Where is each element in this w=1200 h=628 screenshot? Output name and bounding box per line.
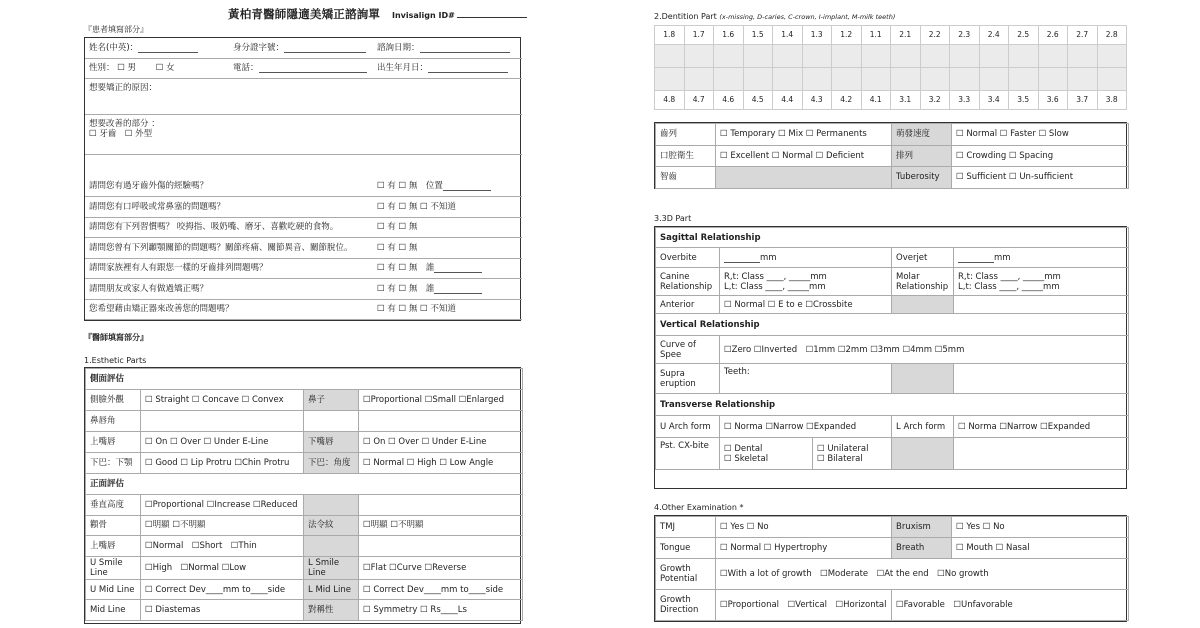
row-label: Bruxism — [892, 517, 952, 538]
row-options[interactable]: ☐ Symmetry ☐ Rs____Ls — [359, 600, 523, 621]
row-options[interactable]: ☐ Yes ☐ No — [716, 517, 892, 538]
consult-date-field[interactable]: 諮詢日期： — [373, 38, 522, 58]
table-row — [656, 145, 1129, 167]
row-options[interactable]: ☐ Temporary ☐ Mix ☐ Permanents — [716, 124, 892, 146]
row-options[interactable]: ☐ On ☐ Over ☐ Under E-Line — [141, 432, 304, 453]
lower-tooth-label[interactable]: 3.7 — [1068, 91, 1098, 110]
row-label: Breath — [892, 538, 952, 559]
growth-direction-field[interactable]: ☐Proportional ☐Vertical ☐Horizontal — [716, 590, 892, 621]
canine-field[interactable]: R,t: Class ____, _____mm L,t: Class ____, _____mm — [720, 268, 892, 296]
row-options[interactable]: ☐Proportional ☐Small ☐Enlarged — [359, 390, 523, 411]
vertical-header: Vertical Relationship — [656, 314, 1129, 336]
lower-tooth-cell[interactable] — [891, 68, 921, 91]
question-row — [85, 217, 522, 238]
row-options[interactable]: ☐明顯 ☐不明顯 — [141, 515, 304, 536]
reason-field[interactable]: 想要矯正的原因： — [85, 78, 522, 114]
upper-tooth-label[interactable]: 2.6 — [1038, 26, 1068, 45]
upper-tooth-label[interactable]: 2.2 — [920, 26, 950, 45]
upper-tooth-cell[interactable] — [1009, 45, 1039, 68]
row-options[interactable]: ☐ Correct Dev____mm to____side — [359, 579, 523, 600]
row-label — [304, 495, 359, 516]
transverse-header: Transverse Relationship — [656, 394, 1129, 416]
upper-tooth-label[interactable]: 2.3 — [950, 26, 980, 45]
question-text: 您希望藉由矯正器來改善您的問題嗎？ — [85, 299, 373, 320]
lower-tooth-cell[interactable] — [714, 68, 744, 91]
row-options[interactable]: ☐ Normal ☐ Faster ☐ Slow — [952, 124, 1129, 146]
supra-field[interactable]: Teeth: — [720, 364, 892, 394]
row-options[interactable]: ☐Flat ☐Curve ☐Reverse — [359, 556, 523, 579]
row-options[interactable] — [141, 411, 304, 432]
lower-tooth-cell[interactable] — [655, 68, 685, 91]
anterior-field[interactable]: ☐ Normal ☐ E to e ☐Crossbite — [720, 296, 892, 314]
lower-tooth-label[interactable]: 4.2 — [832, 91, 862, 110]
lower-tooth-label[interactable]: 4.4 — [773, 91, 803, 110]
upper-tooth-cell[interactable] — [891, 45, 921, 68]
table-row — [86, 453, 523, 474]
upper-tooth-label[interactable]: 1.7 — [684, 26, 714, 45]
row-options[interactable]: ☐Normal ☐Short ☐Thin — [141, 536, 304, 557]
upper-tooth-cell[interactable] — [1038, 45, 1068, 68]
row-label: 萌發速度 — [892, 124, 952, 146]
sagittal-header: Sagittal Relationship — [656, 228, 1129, 248]
lower-tooth-cell[interactable] — [950, 68, 980, 91]
question-row — [85, 279, 522, 300]
molar-label: Molar Relationship — [892, 268, 954, 296]
row-label: 鼻子 — [304, 390, 359, 411]
lower-tooth-cell[interactable] — [861, 68, 891, 91]
larch-field[interactable]: ☐ Norma ☐Narrow ☐Expanded — [954, 416, 1129, 438]
row-label: 上嘴唇 — [86, 432, 141, 453]
row-label: 鼻唇角 — [86, 411, 141, 432]
row-label — [304, 536, 359, 557]
lower-tooth-label[interactable]: 3.4 — [979, 91, 1009, 110]
table-row — [656, 167, 1129, 189]
doctor-section-title: 『醫師填寫部分』 — [84, 333, 148, 342]
upper-tooth-label[interactable]: 1.6 — [714, 26, 744, 45]
question-text: 請問您有下列習慣嗎？ 咬拇指、吸奶嘴、磨牙、喜歡吃硬的食物。 — [85, 217, 373, 238]
id-field[interactable]: 身分證字號： — [229, 38, 373, 58]
lower-tooth-cell[interactable] — [1009, 68, 1039, 91]
lower-tooth-label[interactable]: 4.7 — [684, 91, 714, 110]
lower-tooth-cell[interactable] — [1097, 68, 1127, 91]
row-options[interactable]: ☐ Correct Dev____mm to____side — [141, 579, 304, 600]
row-label: 齒列 — [656, 124, 716, 146]
lower-tooth-cell[interactable] — [920, 68, 950, 91]
lower-tooth-label[interactable]: 3.2 — [920, 91, 950, 110]
lower-tooth-label[interactable]: 3.8 — [1097, 91, 1127, 110]
other-title: 4.Other Examination * — [654, 503, 744, 512]
upper-tooth-label[interactable]: 1.4 — [773, 26, 803, 45]
phone-field[interactable]: 電話： — [229, 58, 373, 78]
curve-label: Curve of Spee — [656, 336, 720, 364]
growth-favor-field[interactable]: ☐Favorable ☐Unfavorable — [892, 590, 1129, 621]
table-row — [86, 515, 523, 536]
row-label: L Smile Line — [304, 556, 359, 579]
row-options[interactable]: ☐ Normal ☐ Hypertrophy — [716, 538, 892, 559]
invisalign-id-field[interactable] — [457, 10, 527, 18]
row-label: Tongue — [656, 538, 716, 559]
esthetic-title: 1.Esthetic Parts — [84, 356, 147, 365]
upper-tooth-label[interactable]: 1.5 — [743, 26, 773, 45]
upper-tooth-cell[interactable] — [1068, 45, 1098, 68]
dentition-title: 2.Dentition Part (x-missing, D-caries, C-crown, I-implant, M-milk teeth) — [654, 12, 896, 21]
upper-tooth-cell[interactable] — [920, 45, 950, 68]
growth-direction-label: Growth Direction — [656, 590, 716, 621]
lower-tooth-cell[interactable] — [802, 68, 832, 91]
lower-tooth-cell[interactable] — [684, 68, 714, 91]
growth-potential-field[interactable]: ☐With a lot of growth ☐Moderate ☐At the end ☐No growth — [716, 559, 1129, 590]
row-options[interactable]: ☐ On ☐ Over ☐ Under E-Line — [359, 432, 523, 453]
row-options[interactable] — [359, 411, 523, 432]
upper-tooth-cell[interactable] — [655, 45, 685, 68]
canine-label: Canine Relationship — [656, 268, 720, 296]
upper-tooth-label[interactable]: 1.3 — [802, 26, 832, 45]
lower-tooth-label[interactable]: 4.6 — [714, 91, 744, 110]
name-field[interactable]: 姓名(中英)： — [85, 38, 229, 58]
question-text: 請問您曾有下列顳顎關節的問題嗎？關節疼痛、關節異音、關節脫位。 — [85, 238, 373, 259]
upper-tooth-cell[interactable] — [861, 45, 891, 68]
upper-tooth-cell[interactable] — [802, 45, 832, 68]
uarch-field[interactable]: ☐ Norma ☐Narrow ☐Expanded — [720, 416, 892, 438]
question-row — [85, 258, 522, 279]
improve-field[interactable]: 想要改善的部分 ： ☐ 牙齒 ☐ 外型 — [85, 114, 522, 154]
row-options[interactable] — [716, 167, 892, 189]
patient-info-box — [84, 37, 521, 321]
table-row — [656, 517, 1129, 538]
question-row — [85, 299, 522, 320]
patient-section-title: 『患者填寫部分』 — [84, 25, 148, 34]
lower-tooth-label[interactable]: 4.5 — [743, 91, 773, 110]
upper-tooth-label[interactable]: 2.4 — [979, 26, 1009, 45]
row-label: 下巴：下顎 — [86, 453, 141, 474]
lower-tooth-cell[interactable] — [1068, 68, 1098, 91]
lower-tooth-cell[interactable] — [979, 68, 1009, 91]
row-label: 側臉外觀 — [86, 390, 141, 411]
lower-tooth-label[interactable]: 3.3 — [950, 91, 980, 110]
question-row — [85, 176, 522, 197]
row-options[interactable]: ☐ Good ☐ Lip Protru ☐Chin Protru — [141, 453, 304, 474]
lower-tooth-cell[interactable] — [743, 68, 773, 91]
gender-field[interactable]: 性別： ☐ 男 ☐ 女 — [85, 58, 229, 78]
table-row — [86, 495, 523, 516]
row-label: 上嘴唇 — [86, 536, 141, 557]
question-answer[interactable]: ☐ 有 ☐ 無 誰 — [373, 279, 522, 300]
larch-label: L Arch form — [892, 416, 954, 438]
row-label — [304, 411, 359, 432]
row-options[interactable]: ☐ Sufficient ☐ Un-sufficient — [952, 167, 1129, 189]
supra-label: Supra eruption — [656, 364, 720, 394]
row-label: Tuberosity — [892, 167, 952, 189]
table-row — [86, 556, 523, 579]
question-answer[interactable]: ☐ 有 ☐ 無 ☐ 不知道 — [373, 299, 522, 320]
d3-table — [654, 226, 1127, 489]
esthetic-table — [84, 367, 521, 624]
overbite-label: Overbite — [656, 248, 720, 268]
table-row — [86, 579, 523, 600]
question-text: 請問朋友或家人有做過矯正嗎？ — [85, 279, 373, 300]
upper-tooth-label[interactable]: 1.1 — [861, 26, 891, 45]
lower-tooth-cell[interactable] — [773, 68, 803, 91]
row-label: L Mid Line — [304, 579, 359, 600]
row-options[interactable]: ☐ Yes ☐ No — [952, 517, 1129, 538]
table-row — [86, 536, 523, 557]
row-label: 口腔衛生 — [656, 145, 716, 167]
row-options[interactable]: ☐ Crowding ☐ Spacing — [952, 145, 1129, 167]
row-options[interactable]: ☐ Excellent ☐ Normal ☐ Deficient — [716, 145, 892, 167]
upper-tooth-cell[interactable] — [1097, 45, 1127, 68]
side-eval-header: 側面評估 — [86, 369, 523, 390]
row-options[interactable] — [359, 536, 523, 557]
d3-title: 3.3D Part — [654, 214, 692, 223]
upper-tooth-cell[interactable] — [979, 45, 1009, 68]
question-answer[interactable]: ☐ 有 ☐ 無 ☐ 不知道 — [373, 197, 522, 218]
row-options[interactable]: ☐明顯 ☐不明顯 — [359, 515, 523, 536]
table-row — [86, 390, 523, 411]
question-answer[interactable]: ☐ 有 ☐ 無 位置 — [373, 176, 522, 197]
growth-potential-label: Growth Potential — [656, 559, 716, 590]
lower-tooth-label[interactable]: 3.5 — [1009, 91, 1039, 110]
lower-tooth-label[interactable]: 4.3 — [802, 91, 832, 110]
table-row — [86, 432, 523, 453]
other-table — [654, 515, 1127, 622]
molar-field[interactable]: R,t: Class ____, _____mm L,t: Class ____, _____mm — [954, 268, 1129, 296]
form-title: 黃柏青醫師隱適美矯正諮詢單 — [228, 7, 381, 21]
row-label: 垂直高度 — [86, 495, 141, 516]
upper-tooth-cell[interactable] — [714, 45, 744, 68]
row-label: 下巴：角度 — [304, 453, 359, 474]
anterior-label: Anterior — [656, 296, 720, 314]
row-label: 法令紋 — [304, 515, 359, 536]
lower-tooth-label[interactable]: 4.8 — [655, 91, 685, 110]
row-label: U Mid Line — [86, 579, 141, 600]
upper-tooth-label[interactable]: 2.7 — [1068, 26, 1098, 45]
row-options[interactable]: ☐ Diastemas — [141, 600, 304, 621]
pst-label: Pst. CX-bite — [656, 438, 720, 470]
question-row — [85, 197, 522, 218]
lower-tooth-cell[interactable] — [832, 68, 862, 91]
row-options[interactable]: ☐ Straight ☐ Concave ☐ Convex — [141, 390, 304, 411]
table-row — [86, 411, 523, 432]
question-answer[interactable]: ☐ 有 ☐ 無 誰 — [373, 258, 522, 279]
table-row — [86, 600, 523, 621]
lower-tooth-label[interactable]: 4.1 — [861, 91, 891, 110]
overbite-field[interactable]: mm — [720, 248, 892, 268]
table-row — [656, 538, 1129, 559]
upper-tooth-label[interactable]: 1.2 — [832, 26, 862, 45]
lower-tooth-label[interactable]: 3.6 — [1038, 91, 1068, 110]
lower-tooth-cell[interactable] — [1038, 68, 1068, 91]
pst-field[interactable]: ☐ Dental ☐ Skeletal ☐ Unilateral ☐ Bilateral — [720, 438, 892, 470]
upper-tooth-cell[interactable] — [773, 45, 803, 68]
upper-tooth-label[interactable]: 2.1 — [891, 26, 921, 45]
curve-field[interactable]: ☐Zero ☐Inverted ☐1mm ☐2mm ☐3mm ☐4mm ☐5mm — [720, 336, 1129, 364]
invisalign-id: Invisalign ID# — [392, 10, 527, 20]
dentition-chart — [654, 25, 1127, 109]
overjet-field[interactable]: mm — [954, 248, 1129, 268]
upper-tooth-cell[interactable] — [743, 45, 773, 68]
row-options[interactable]: ☐Proportional ☐Increase ☐Reduced — [141, 495, 304, 516]
front-eval-header: 正面評估 — [86, 474, 523, 495]
birth-field[interactable]: 出生年月日： — [373, 58, 522, 78]
question-text: 請問您有口呼吸或常鼻塞的問題嗎？ — [85, 197, 373, 218]
lower-tooth-label[interactable]: 3.1 — [891, 91, 921, 110]
upper-tooth-label[interactable]: 2.5 — [1009, 26, 1039, 45]
row-label: 智齒 — [656, 167, 716, 189]
row-label: 排列 — [892, 145, 952, 167]
question-answer[interactable]: ☐ 有 ☐ 無 — [373, 238, 522, 259]
row-options[interactable]: ☐High ☐Normal ☐Low — [141, 556, 304, 579]
upper-tooth-label[interactable]: 1.8 — [655, 26, 685, 45]
overjet-label: Overjet — [892, 248, 954, 268]
upper-tooth-cell[interactable] — [684, 45, 714, 68]
upper-tooth-cell[interactable] — [832, 45, 862, 68]
row-options[interactable] — [359, 495, 523, 516]
row-label: 顴骨 — [86, 515, 141, 536]
row-label: Mid Line — [86, 600, 141, 621]
row-label: TMJ — [656, 517, 716, 538]
upper-tooth-label[interactable]: 2.8 — [1097, 26, 1127, 45]
row-label: 下嘴唇 — [304, 432, 359, 453]
uarch-label: U Arch form — [656, 416, 720, 438]
row-label: U Smile Line — [86, 556, 141, 579]
row-options[interactable]: ☐ Normal ☐ High ☐ Low Angle — [359, 453, 523, 474]
question-answer[interactable]: ☐ 有 ☐ 無 — [373, 217, 522, 238]
question-row — [85, 238, 522, 259]
question-text: 請問您有過牙齒外傷的經驗嗎？ — [85, 176, 373, 197]
question-text: 請問家族裡有人有跟您一樣的牙齒排列問題嗎？ — [85, 258, 373, 279]
dentition-info-table — [654, 122, 1127, 189]
row-label: 對稱性 — [304, 600, 359, 621]
upper-tooth-cell[interactable] — [950, 45, 980, 68]
table-row — [656, 124, 1129, 146]
row-options[interactable]: ☐ Mouth ☐ Nasal — [952, 538, 1129, 559]
